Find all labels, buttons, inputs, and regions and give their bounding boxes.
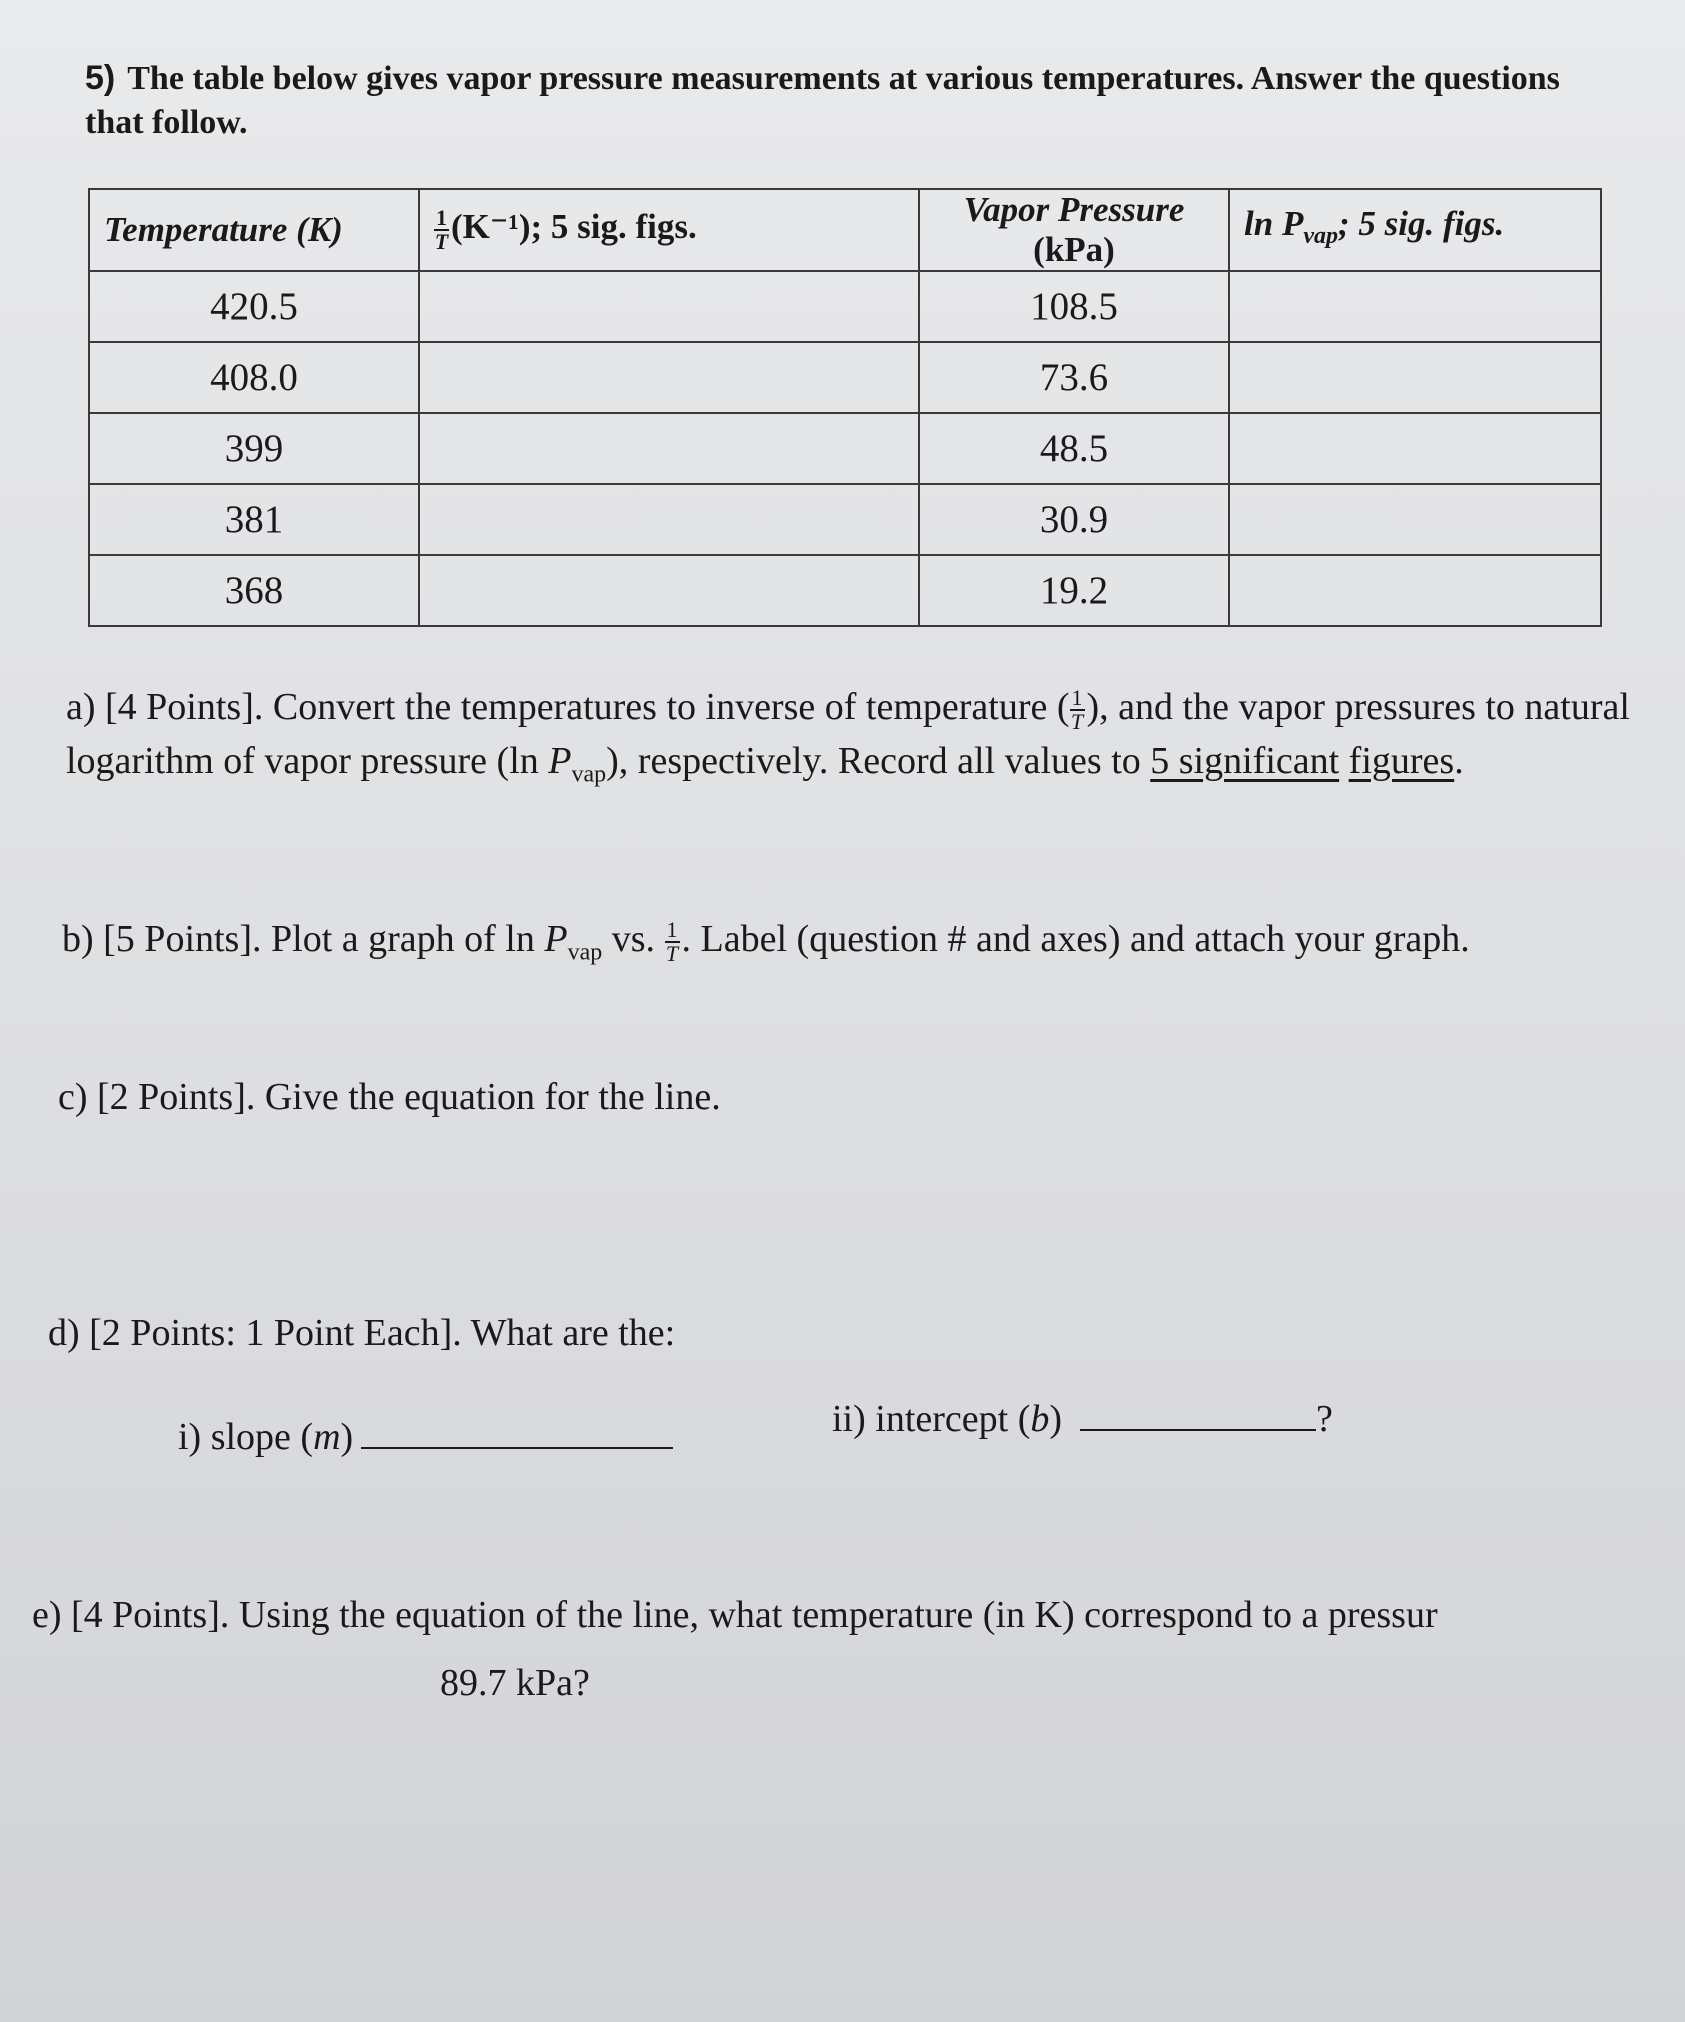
header-ln-pressure: $\ln P_{vap}$; 5 sig. figs. (1229, 189, 1601, 271)
slope-answer: i) slope (m) (178, 1410, 738, 1464)
temperature-cell: 420.5 (89, 271, 419, 342)
vapor-pressure-cell: 30.9 (919, 484, 1229, 555)
table-row (89, 413, 1601, 484)
table-row (89, 484, 1601, 555)
question-text: The table below gives vapor pressure measurements at various temperatures. Answer the questions that follow. (85, 60, 1560, 141)
part-a-prompt: a) [4 Points]. Convert the temperatures to inverse of temperature ( $\frac{1}{T}$ ), and the vapor pressures to natural logarithm of vapor pressure (ln $P_{vap}$), respectively. Record all values to 5 significant figures. (66, 685, 1630, 788)
ln-pressure-cell[interactable] (1229, 271, 1601, 342)
vapor-pressure-cell: 108.5 (919, 271, 1229, 342)
part-d-prompt: d) [2 Points: 1 Point Each]. What are the: (48, 1312, 676, 1354)
question-header (85, 56, 1565, 145)
vapor-pressure-cell: 19.2 (919, 555, 1229, 626)
vapor-pressure-cell: 48.5 (919, 413, 1229, 484)
fraction-one-over-t: $\frac{1}{T}$ (1070, 685, 1084, 735)
inverse-cell[interactable] (419, 342, 919, 413)
slope-blank[interactable] (361, 1417, 673, 1449)
part-b-prompt: b) [5 Points]. Plot a graph of $\ln P_{vap}$ vs. $\frac{1}{T}$ . Label (question # and axes) and attach your graph. (62, 917, 1470, 967)
header-vapor-pressure: Vapor Pressure (kPa) (919, 189, 1229, 271)
ln-pressure-cell[interactable] (1229, 484, 1601, 555)
part-e-prompt-continued: 89.7 kPa? (440, 1662, 590, 1704)
part-c-prompt: c) [2 Points]. Give the equation for the line. (58, 1076, 721, 1118)
fraction-one-over-t: $\frac{1}{T}$ (434, 205, 449, 254)
temperature-cell: 408.0 (89, 342, 419, 413)
part-e-prompt: e) [4 Points]. Using the equation of the line, what temperature (in K) correspond to a pressur (32, 1594, 1438, 1636)
table-row (89, 555, 1601, 626)
table-row (89, 342, 1601, 413)
intercept-blank[interactable] (1080, 1399, 1316, 1431)
ln-pressure-cell[interactable] (1229, 342, 1601, 413)
table-header-row (89, 189, 1601, 271)
ln-pressure-cell[interactable] (1229, 413, 1601, 484)
inverse-cell[interactable] (419, 555, 919, 626)
temperature-cell: 399 (89, 413, 419, 484)
inverse-cell[interactable] (419, 484, 919, 555)
vapor-pressure-cell: 73.6 (919, 342, 1229, 413)
inverse-cell[interactable] (419, 413, 919, 484)
temperature-cell: 368 (89, 555, 419, 626)
table-row (89, 271, 1601, 342)
header-temperature: Temperature (K) (89, 189, 419, 271)
fraction-one-over-t: $\frac{1}{T}$ (665, 917, 679, 967)
ln-pressure-cell[interactable] (1229, 555, 1601, 626)
question-number: 5) (85, 59, 116, 97)
inverse-cell[interactable] (419, 271, 919, 342)
intercept-answer: ii) intercept (b) ? (832, 1398, 1333, 1440)
vapor-pressure-table (88, 188, 1602, 627)
header-inverse-temperature: $\frac{1}{T}$ (K⁻¹); 5 sig. figs. (419, 189, 919, 271)
temperature-cell: 381 (89, 484, 419, 555)
